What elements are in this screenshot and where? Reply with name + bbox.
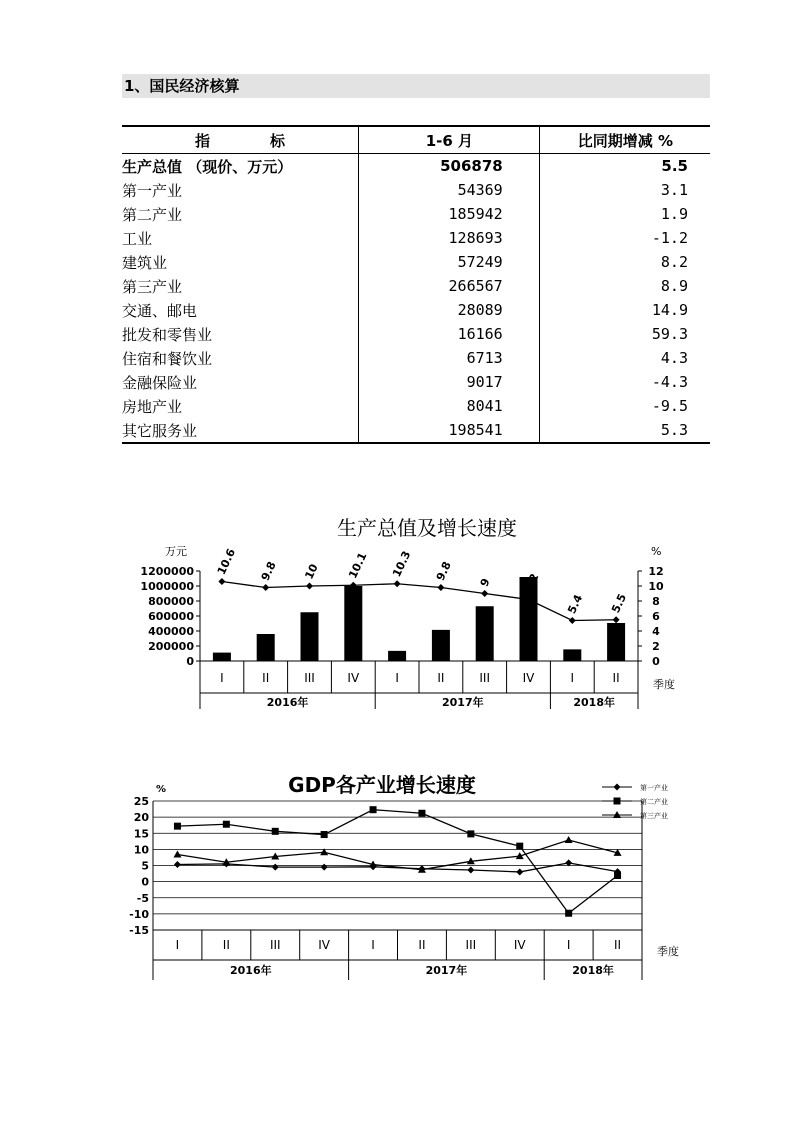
gdp-bar [301,612,319,661]
y-tick-label: 10 [133,843,149,857]
category-label: III [269,938,281,952]
y2-tick-label: 4 [652,625,660,638]
series-point-2 [174,823,181,830]
row-label: 第三产业 [122,277,183,296]
gdp-bar [257,634,275,661]
category-label: I [570,671,575,685]
row-label: 建筑业 [122,253,168,272]
series-point-2 [223,821,230,828]
row-value: 9017 [359,370,540,394]
growth-line [222,582,616,621]
y-tick-label: 0 [186,655,194,668]
table-row [122,418,710,443]
row-label: 生产总值 （现价、万元） [122,157,293,176]
series-point-1 [516,868,523,875]
legend-label: 第三产业 [640,812,668,820]
category-label: IV [347,671,360,685]
category-label: III [304,671,315,685]
group-label: 2018年 [572,964,614,977]
table-row [122,178,710,202]
category-label: II [222,938,230,952]
series-point-3 [173,851,181,858]
row-value: 506878 [359,154,540,179]
category-label: II [614,938,622,952]
row-value: 198541 [359,418,540,443]
table-body [122,154,710,444]
growth-point [218,578,225,585]
growth-data-label: 8.2 [521,571,542,595]
table-row [122,274,710,298]
y-axis-label: 万元 [165,545,187,558]
category-label: II [262,671,270,685]
series-point-3 [565,836,573,843]
row-value: 128693 [359,226,540,250]
y-axis-label: % [156,784,167,795]
growth-data-label: 5.5 [609,591,630,616]
category-label: IV [318,938,331,952]
growth-data-label: 9.8 [433,559,454,583]
series-point-1 [321,864,328,871]
growth-data-label: 10.1 [346,550,370,581]
row-change: -4.3 [651,373,688,391]
y-tick-label: 5 [141,859,149,873]
table-row [122,154,710,179]
y-tick-label: 600000 [148,610,194,623]
y-tick-label: 0 [141,875,149,889]
legend-marker [614,798,621,805]
row-value: 185942 [359,202,540,226]
y2-tick-label: 12 [648,565,664,578]
category-label: IV [522,671,535,685]
growth-data-label: 10.6 [214,546,239,577]
series-point-2 [418,810,425,817]
row-value: 28089 [359,298,540,322]
growth-point [569,617,576,624]
y-tick-label: 1200000 [140,565,194,578]
y-tick-label: 200000 [148,640,194,653]
chart-title: 生产总值及增长速度 [337,516,517,540]
category-label: III [479,671,491,685]
header-indicator: 指 标 [122,126,359,154]
growth-point [613,616,620,623]
row-label: 批发和零售业 [122,325,213,344]
y-tick-label: 800000 [148,595,194,608]
row-change: 59.3 [651,325,688,343]
series-point-2 [370,806,377,813]
growth-point [262,584,269,591]
row-label: 第一产业 [122,181,183,200]
row-change: -9.5 [651,397,688,415]
category-label: I [371,938,375,952]
growth-data-label: 10.3 [390,548,414,580]
table-header-row [122,126,710,154]
series-point-2 [467,830,474,837]
table-row [122,250,710,274]
y2-tick-label: 6 [652,610,660,623]
header-period: 1-6 月 [359,126,540,154]
economic-accounting-table [122,125,710,444]
row-label: 交通、邮电 [122,301,198,320]
row-change: 14.9 [651,301,688,319]
group-label: 2017年 [441,696,484,709]
category-label: II [437,671,445,685]
category-label: II [418,938,426,952]
table-row [122,346,710,370]
row-change: 8.2 [660,253,688,271]
y-tick-label: 1000000 [140,580,194,593]
gdp-growth-chart [0,505,793,720]
legend-label: 第一产业 [640,784,668,792]
row-label: 金融保险业 [122,373,198,392]
y2-tick-label: 0 [652,655,660,668]
row-label: 工业 [122,229,153,248]
y-tick-label: 400000 [148,625,194,638]
gdp-bar [213,653,231,661]
group-label: 2016年 [229,964,272,977]
row-change: 1.9 [660,205,688,223]
chart-title: GDP各产业增长速度 [288,773,476,797]
row-change: 5.3 [539,418,710,443]
y2-axis-label: % [651,545,662,558]
y2-tick-label: 2 [652,640,660,653]
y-tick-label: -15 [129,924,149,937]
row-value: 6713 [359,346,540,370]
row-value: 54369 [359,178,540,202]
y2-tick-label: 10 [648,580,664,593]
category-label: I [220,671,224,685]
y-tick-label: 15 [133,827,149,841]
table-row [122,226,710,250]
gdp-bar [563,649,581,661]
gdp-bar [476,606,494,661]
table-row [122,202,710,226]
growth-data-label: 9.8 [258,559,279,583]
header-change: 比同期增减 % [539,126,710,154]
legend-label: 第二产业 [640,798,668,806]
growth-point [306,583,313,590]
row-value: 57249 [359,250,540,274]
group-label: 2017年 [425,964,468,977]
y-tick-label: -10 [129,907,149,921]
series-point-2 [321,831,328,838]
gdp-bar [607,623,625,661]
category-label: III [465,938,477,952]
x-axis-label: 季度 [657,945,679,958]
row-change: 3.1 [660,181,688,199]
x-axis-label: 季度 [653,678,675,691]
growth-data-label: 10 [302,561,321,582]
category-label: IV [513,938,526,952]
gdp-bar [388,651,406,661]
series-point-2 [516,843,523,850]
row-label: 第二产业 [122,205,183,224]
series-point-1 [467,867,474,874]
gdp-bar [344,586,362,661]
section-title: 1、国民经济核算 [122,74,710,98]
row-change: 5.5 [661,157,688,175]
group-label: 2018年 [573,696,616,709]
row-change: -1.2 [651,229,688,247]
table-row [122,322,710,346]
y-tick-label: 25 [133,795,149,808]
series-point-2 [565,910,572,917]
growth-point [481,590,488,597]
y-tick-label: 20 [133,811,149,825]
table-row [122,370,710,394]
category-label: I [566,938,571,952]
y-tick-label: -5 [136,891,149,905]
y2-tick-label: 8 [652,595,660,608]
series-point-2 [614,872,621,879]
growth-point [394,580,401,587]
gdp-bar [432,630,450,661]
table-row [122,298,710,322]
growth-data-label: 5.4 [565,592,586,616]
table-row [122,394,710,418]
series-point-2 [272,828,279,835]
industry-growth-chart [0,765,793,990]
row-label: 房地产业 [122,397,183,416]
row-value: 16166 [359,322,540,346]
row-change: 4.3 [660,349,688,367]
row-value: 8041 [359,394,540,418]
growth-point [437,584,444,591]
category-label: II [612,671,620,685]
growth-data-label: 9 [477,576,493,589]
series-point-1 [272,864,279,871]
group-label: 2016年 [266,696,309,709]
category-label: I [175,938,180,952]
row-value: 266567 [359,274,540,298]
row-label: 其它服务业 [122,418,359,443]
row-change: 8.9 [660,277,688,295]
row-label: 住宿和餐饮业 [122,349,213,368]
category-label: I [395,671,399,685]
legend-marker [614,784,621,791]
series-point-1 [174,861,181,868]
